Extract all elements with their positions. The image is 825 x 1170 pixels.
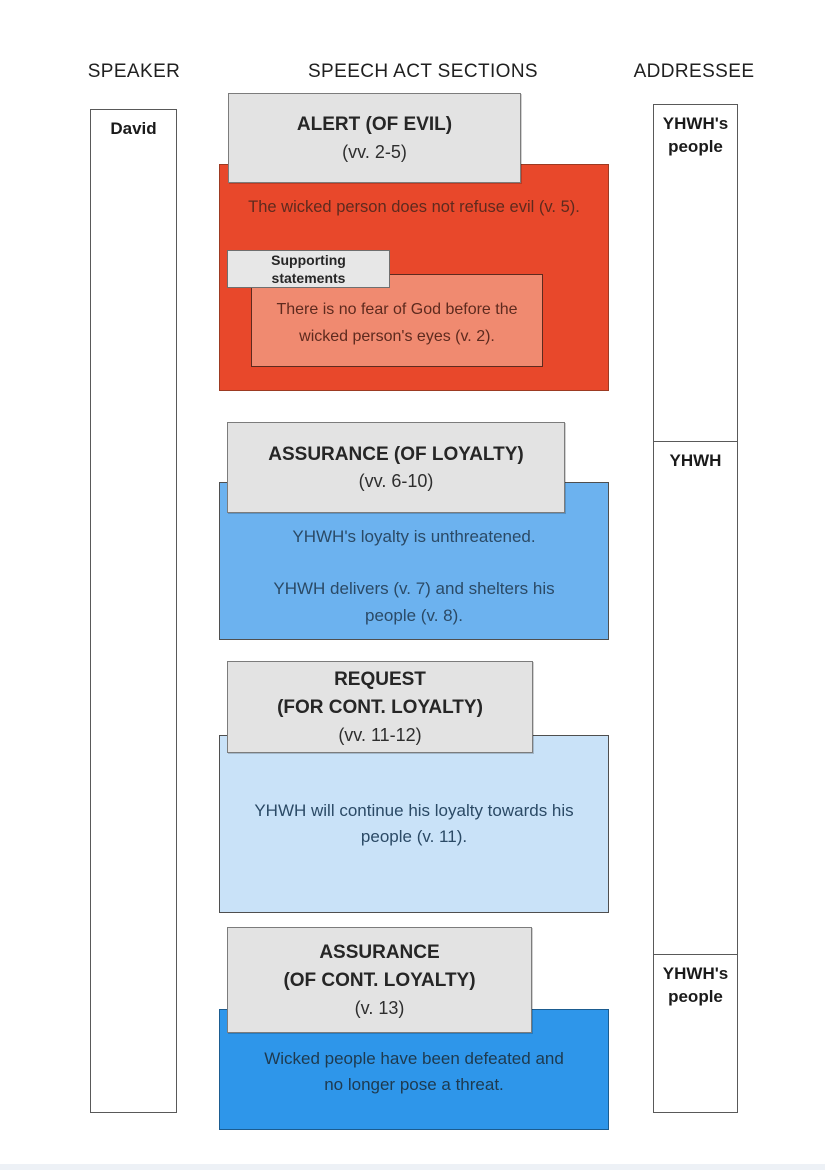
column-header-addressee: ADDRESSEE	[633, 61, 755, 82]
section-header-alert	[228, 93, 521, 183]
section-header-assurance-cont	[227, 927, 532, 1033]
addressee-segment-2	[654, 441, 737, 954]
addressee-segment-3	[654, 954, 737, 1114]
section-title-line2: (OF CONT. LOYALTY)	[283, 969, 476, 991]
section-title: REQUEST	[334, 669, 426, 691]
section-verses: (vv. 2-5)	[342, 141, 407, 162]
section-verses: (v. 13)	[354, 997, 405, 1018]
section-verses: (vv. 11-12)	[338, 724, 422, 745]
supporting-statement: There is no fear of God before the wicked person's eyes (v. 2).	[276, 301, 518, 345]
addressee-label-1: YHWH's people	[662, 114, 729, 156]
column-header-speaker: SPEAKER	[87, 61, 181, 82]
assurance-statement-2: YHWH delivers (v. 7) and shelters his people (v. 8).	[273, 579, 555, 625]
section-title: ALERT (OF EVIL)	[296, 114, 453, 136]
speaker-label: David	[110, 119, 157, 138]
column-header-sections: SPEECH ACT SECTIONS	[307, 61, 539, 82]
page-bottom-edge	[0, 1164, 825, 1170]
section-verses: (vv. 6-10)	[358, 471, 434, 492]
assurance-cont-statement: Wicked people have been defeated and no longer pose a threat.	[264, 1049, 564, 1095]
supporting-statements-label-box	[227, 250, 390, 288]
section-title: ASSURANCE (OF LOYALTY)	[268, 443, 524, 465]
request-body-box	[219, 735, 609, 913]
section-header-request	[227, 661, 533, 753]
addressee-segment-1	[654, 105, 737, 441]
addressee-box	[653, 104, 738, 1113]
addressee-label-2: YHWH	[669, 451, 722, 470]
addressee-label-3: YHWH's people	[662, 964, 729, 1006]
section-title: ASSURANCE	[319, 942, 440, 964]
supporting-statements-label: Supporting statements	[271, 251, 346, 286]
assurance-statement-1: YHWH's loyalty is unthreatened.	[292, 527, 536, 546]
section-header-assurance	[227, 422, 565, 513]
section-title-line2: (FOR CONT. LOYALTY)	[277, 696, 483, 718]
speaker-box	[90, 109, 177, 1113]
alert-statement: The wicked person does not refuse evil (v. 5).	[248, 198, 580, 216]
request-statement: YHWH will continue his loyalty towards his people (v. 11).	[254, 800, 574, 846]
